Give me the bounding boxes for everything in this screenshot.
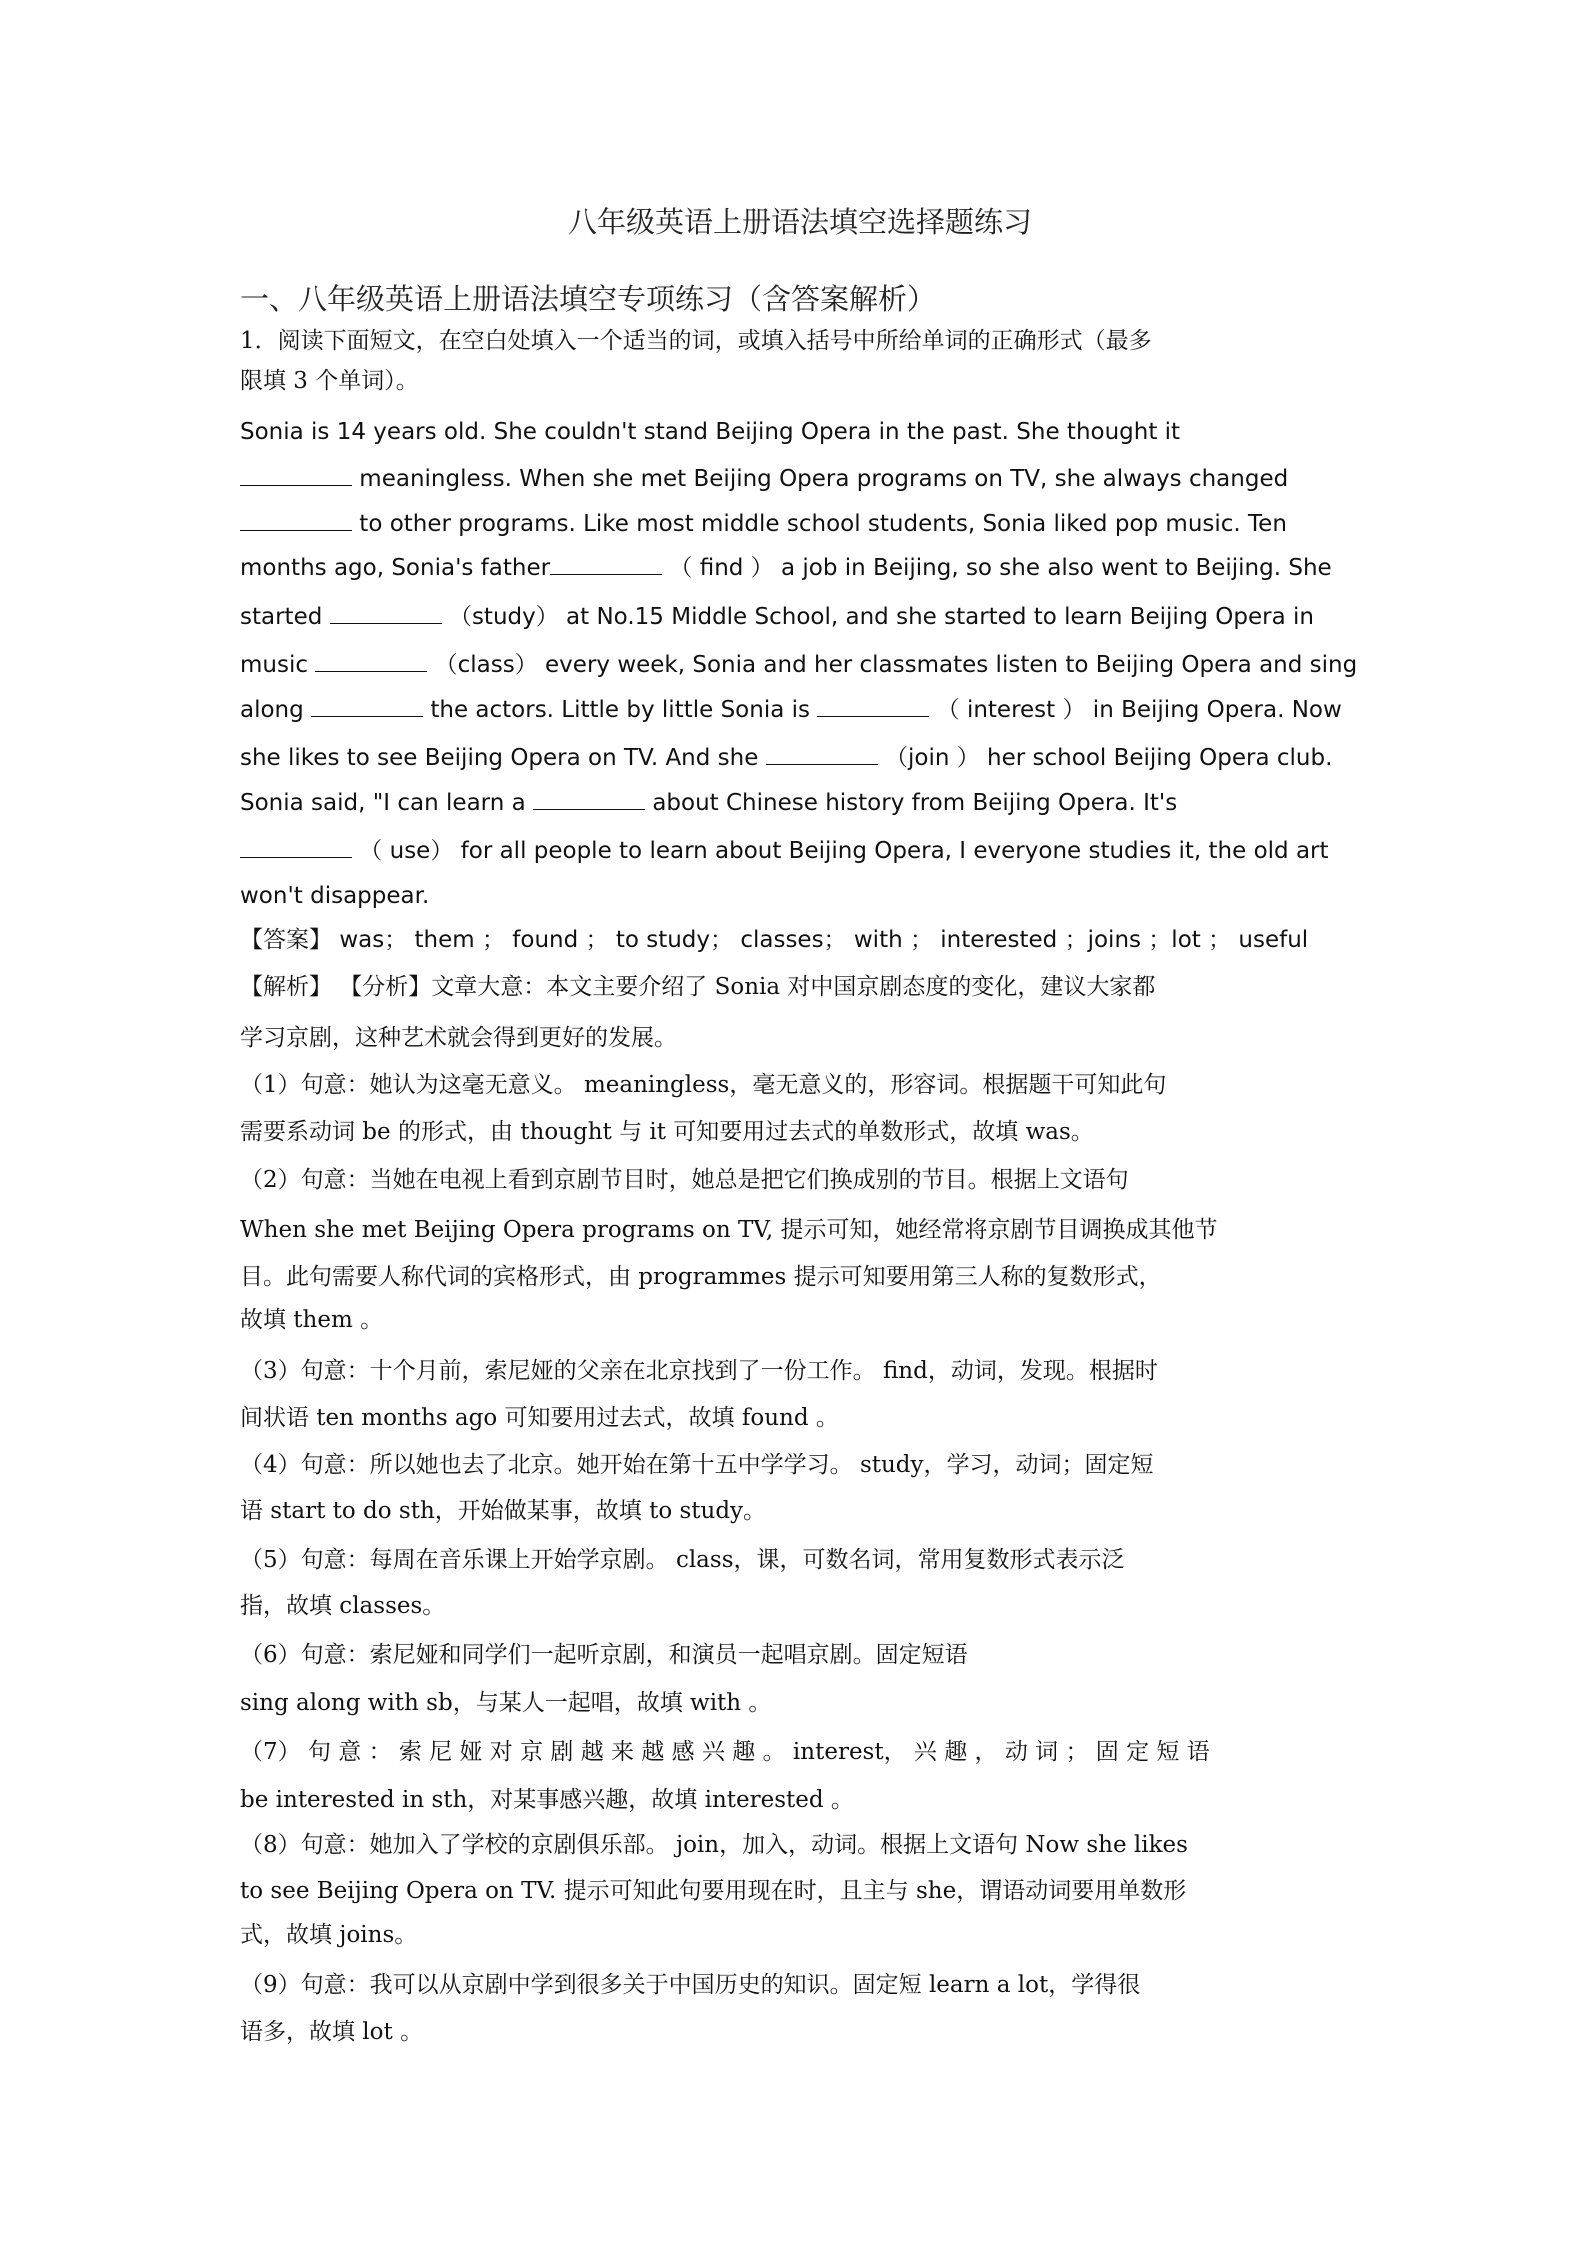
passage-text: （ find ） a job in Beijing, so she also went to Beijing. She: [662, 555, 1332, 581]
answer-blank: [817, 694, 929, 717]
page-title: 八年级英语上册语法填空选择题练习: [567, 205, 1032, 239]
answer-blank: [240, 463, 352, 486]
passage-text: （ use） for all people to learn about Beijing Opera, I everyone studies it, the old art: [352, 838, 1329, 864]
answer-blank: [550, 552, 662, 575]
answer-blank: [315, 649, 427, 672]
analysis-line: （6）句意：索尼娅和同学们一起听京剧，和演员一起唱京剧。固定短语: [240, 1642, 968, 1668]
passage-text: the actors. Little by little Sonia is: [423, 697, 818, 723]
analysis-line: 式，故填 joins。: [240, 1922, 418, 1948]
answer-blank: [766, 742, 878, 765]
analysis-line: （4）句意：所以她也去了北京。她开始在第十五中学学习。 study，学习，动词；固定短: [240, 1452, 1154, 1478]
analysis-line: 指，故填 classes。: [240, 1593, 446, 1619]
passage-line: [240, 417, 1360, 447]
passage-line: [240, 835, 1360, 866]
analysis-line: be interested in sth，对某事感兴趣，故填 interested 。: [240, 1787, 854, 1813]
analysis-line: （2）句意：当她在电视上看到京剧节目时，她总是把它们换成别的节目。根据上文语句: [240, 1167, 1129, 1193]
passage-text: along: [240, 697, 312, 723]
analysis-line: （1）句意：她认为这毫无意义。 meaningless，毫无意义的，形容词。根据题干可知此句: [240, 1072, 1167, 1098]
analysis-line: （3）句意：十个月前，索尼娅的父亲在北京找到了一份工作。 find，动词，发现。根据时: [240, 1358, 1158, 1384]
analysis-line: 【解析】 【分析】文章大意：本文主要介绍了 Sonia 对中国京剧态度的变化，建议大家都: [240, 974, 1156, 1000]
passage-text: （class） every week, Sonia and her classmates listen to Beijing Opera and sing: [427, 652, 1358, 678]
analysis-line: （8）句意：她加入了学校的京剧俱乐部。 join，加入，动词。根据上文语句 Now she likes: [240, 1832, 1188, 1858]
passage-line: [240, 694, 1360, 725]
passage-line: [240, 649, 1360, 680]
analysis-line: 需要系动词 be 的形式，由 thought 与 it 可知要用过去式的单数形式，故填 was。: [240, 1119, 1094, 1145]
answer-text: was； them ； found ； to study； classes； with ； interested ；joins ；lot ； useful: [339, 927, 1309, 953]
answer-blank: [311, 694, 423, 717]
analysis-line: 目。此句需要人称代词的宾格形式，由 programmes 提示可知要用第三人称的复数形式，: [240, 1264, 1162, 1290]
answer-blank: [240, 835, 352, 858]
analysis-line: （7） 句 意 ： 索 尼 娅 对 京 剧 越 来 越 感 兴 趣 。 interest， 兴 趣 ， 动 词 ； 固 定 短 语: [240, 1739, 1210, 1765]
answer-blank: [330, 601, 442, 624]
answer-blank: [240, 508, 352, 531]
analysis-line: 语 start to do sth，开始做某事，故填 to study。: [240, 1498, 767, 1524]
answer-blank: [533, 787, 645, 810]
passage-text: to other programs. Like most middle school students, Sonia liked pop music. Ten: [352, 511, 1287, 537]
passage-text: won't disappear.: [240, 883, 430, 909]
analysis-line: （5）句意：每周在音乐课上开始学京剧。 class，课，可数名词，常用复数形式表示泛: [240, 1547, 1125, 1573]
passage-line: [240, 601, 1360, 632]
section-heading: 一、八年级英语上册语法填空专项练习（含答案解析）: [240, 282, 937, 316]
passage-text: （ interest ） in Beijing Opera. Now: [929, 697, 1342, 723]
passage-text: started: [240, 604, 330, 630]
passage-line: [240, 508, 1360, 539]
instruction-line: 限填 3 个单词）。: [240, 368, 419, 394]
analysis-line: sing along with sb，与某人一起唱，故填 with 。: [240, 1690, 772, 1716]
passage-text: Sonia is 14 years old. She couldn't stand Beijing Opera in the past. She thought it: [240, 419, 1181, 445]
passage-line: [240, 742, 1360, 773]
analysis-line: 语多，故填 lot 。: [240, 2019, 424, 2045]
passage-line: [240, 463, 1360, 494]
passage-line: [240, 787, 1360, 818]
passage-line: [240, 881, 1360, 911]
passage-text: （join ） her school Beijing Opera club.: [877, 745, 1333, 771]
passage-text: about Chinese history from Beijing Opera. It's: [645, 790, 1178, 816]
analysis-line: 间状语 ten months ago 可知要用过去式，故填 found 。: [240, 1405, 839, 1431]
analysis-line: to see Beijing Opera on TV. 提示可知此句要用现在时，且主与 she，谓语动词要用单数形: [240, 1878, 1187, 1904]
passage-text: months ago, Sonia's father: [240, 555, 551, 581]
passage-text: （study） at No.15 Middle School, and she started to learn Beijing Opera in: [441, 604, 1314, 630]
passage-text: music: [240, 652, 316, 678]
analysis-line: 故填 them 。: [240, 1307, 384, 1333]
answer-line: [240, 925, 1360, 955]
passage-text: Sonia said, "I can learn a: [240, 790, 534, 816]
answer-label: 【答案】: [240, 927, 332, 953]
instruction-line: 1．阅读下面短文，在空白处填入一个适当的词，或填入括号中所给单词的正确形式（最多: [240, 328, 1152, 354]
passage-line: [240, 552, 1360, 583]
passage-text: meaningless. When she met Beijing Opera programs on TV, she always changed: [352, 466, 1289, 492]
analysis-line: When she met Beijing Opera programs on TV, 提示可知，她经常将京剧节目调换成其他节: [240, 1217, 1218, 1243]
analysis-line: （9）句意：我可以从京剧中学到很多关于中国历史的知识。固定短 learn a lot，学得很: [240, 1972, 1141, 1998]
passage-text: she likes to see Beijing Opera on TV. And she: [240, 745, 766, 771]
analysis-line: 学习京剧，这种艺术就会得到更好的发展。: [240, 1025, 677, 1051]
